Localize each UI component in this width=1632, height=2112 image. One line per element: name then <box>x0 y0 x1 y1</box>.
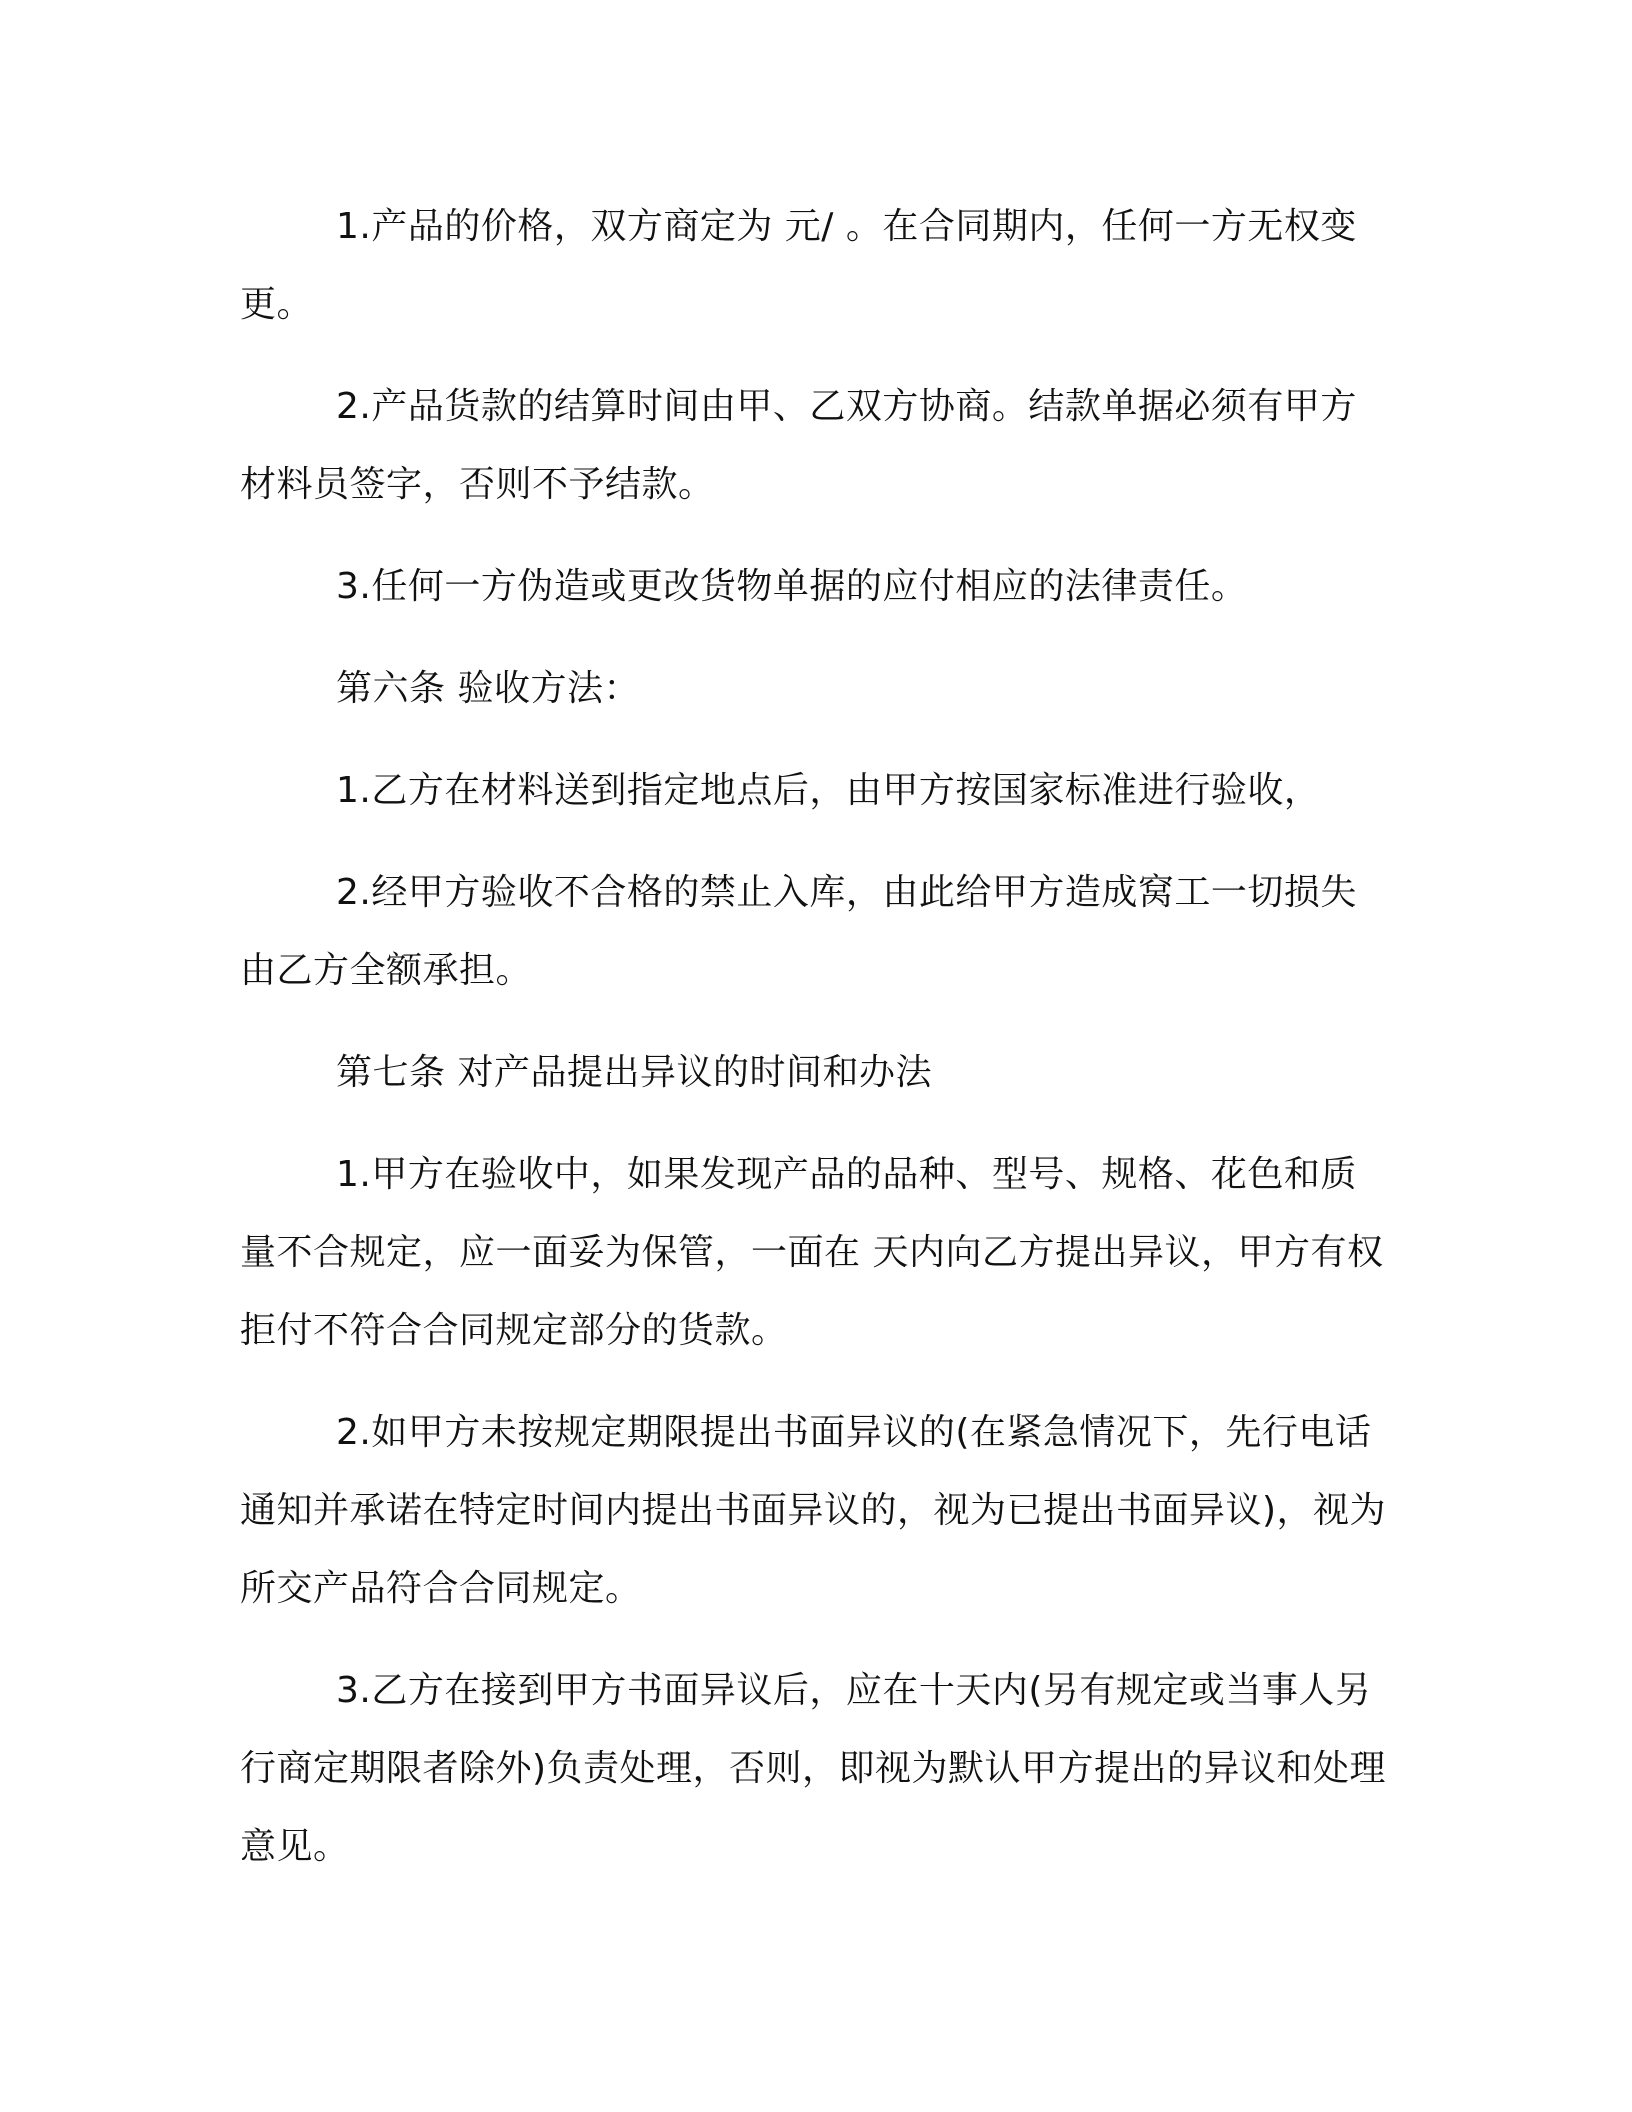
paragraph-forgery: 3.任何一方伪造或更改货物单据的应付相应的法律责任。 <box>336 566 1248 607</box>
section-heading-acceptance: 第六条 验收方法： <box>336 668 640 709</box>
document-body <box>240 188 1390 1910</box>
paragraph-acceptance-1: 1.乙方在材料送到指定地点后，由甲方按国家标准进行验收， <box>336 770 1321 811</box>
section-heading-objection: 第七条 对产品提出异议的时间和办法 <box>336 1052 932 1093</box>
paragraph-objection-1: 1.甲方在验收中，如果发现产品的品种、型号、规格、花色和质量不合规定，应一面妥为保管，一面在 天内向乙方提出异议，甲方有权拒付不符合合同规定部分的货款。 <box>240 1154 1384 1351</box>
paragraph-objection-3: 3.乙方在接到甲方书面异议后，应在十天内(另有规定或当事人另行商定期限者除外)负责处理，否则，即视为默认甲方提出的异议和处理意见。 <box>240 1670 1387 1867</box>
paragraph-settlement: 2.产品货款的结算时间由甲、乙双方协商。结款单据必须有甲方材料员签字，否则不予结款。 <box>240 386 1357 505</box>
paragraph-price: 1.产品的价格，双方商定为 元/ 。在合同期内，任何一方无权变更。 <box>240 206 1357 325</box>
paragraph-acceptance-2: 2.经甲方验收不合格的禁止入库，由此给甲方造成窝工一切损失由乙方全额承担。 <box>240 872 1357 991</box>
paragraph-objection-2: 2.如甲方未按规定期限提出书面异议的(在紧急情况下，先行电话通知并承诺在特定时间内提出书面异议的，视为已提出书面异议)，视为所交产品符合合同规定。 <box>240 1412 1387 1609</box>
